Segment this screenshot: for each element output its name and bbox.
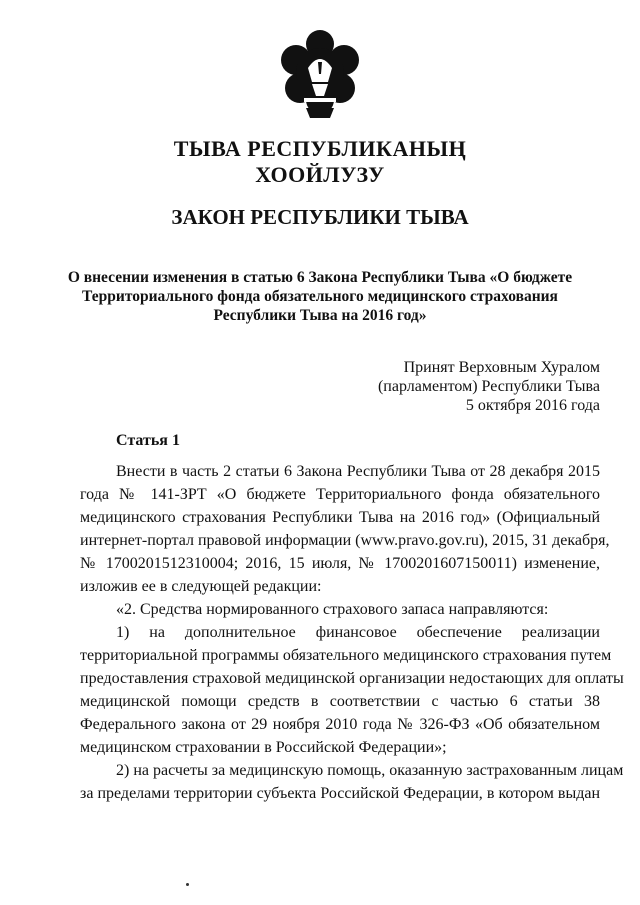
tuva-emblem-icon <box>278 28 362 122</box>
law-subject <box>60 268 580 325</box>
body-line: медицинского страхования Республики Тыва на 2016 год» (Официальный <box>80 509 600 526</box>
body-line: медицинском страховании в Российской Федерации»; <box>80 739 447 756</box>
scan-speck <box>186 883 189 886</box>
body-line: 1) на дополнительное финансовое обеспечение реализации <box>116 624 600 641</box>
body-line: Федерального закона от 29 ноября 2010 года № 326-ФЗ «Об обязательном <box>80 716 600 733</box>
body-line: «2. Средства нормированного страхового запаса направляются: <box>116 601 549 618</box>
article-body <box>80 460 624 805</box>
body-line: № 1700201512310004; 2016, 15 июля, № 1700201607150011) изменение, <box>80 555 600 572</box>
tuvan-title-line2: ХООЙЛУЗУ <box>255 162 385 187</box>
body-line: интернет-портал правовой информации (www.pravo.gov.ru), 2015, 31 декабря, <box>80 532 610 549</box>
russian-title: ЗАКОН РЕСПУБЛИКИ ТЫВА <box>171 205 469 229</box>
adoption-line: 5 октября 2016 года <box>465 397 600 414</box>
subject-line: О внесении изменения в статью 6 Закона Республики Тыва «О бюджете <box>67 269 573 286</box>
body-line: 2) на расчеты за медицинскую помощь, оказанную застрахованным лицам <box>116 762 624 779</box>
body-line: Внести в часть 2 статьи 6 Закона Республики Тыва от 28 декабря 2015 <box>116 463 600 480</box>
adoption-line: Принят Верховным Хуралом <box>403 359 600 376</box>
adoption-line: (парламентом) Республики Тыва <box>377 378 600 395</box>
body-line: изложив ее в следующей редакции: <box>80 578 322 595</box>
body-line: медицинской помощи средств в соответствии с частью 6 статьи 38 <box>80 693 600 710</box>
adoption-note <box>378 358 600 415</box>
article-heading: Статья 1 <box>116 432 180 449</box>
body-line: предоставления страховой медицинской организации недостающих для оплаты <box>80 670 624 687</box>
tuvan-title-line1: ТЫВА РЕСПУБЛИКАНЫҢ <box>173 136 467 161</box>
subject-line: Территориального фонда обязательного медицинского страхования <box>82 288 558 305</box>
body-line: года № 141-ЗРТ «О бюджете Территориального фонда обязательного <box>80 486 600 503</box>
subject-line: Республики Тыва на 2016 год» <box>213 307 427 324</box>
body-line: за пределами территории субъекта Российской Федерации, в котором выдан <box>80 785 600 802</box>
body-line: территориальной программы обязательного медицинского страхования путем <box>80 647 612 664</box>
